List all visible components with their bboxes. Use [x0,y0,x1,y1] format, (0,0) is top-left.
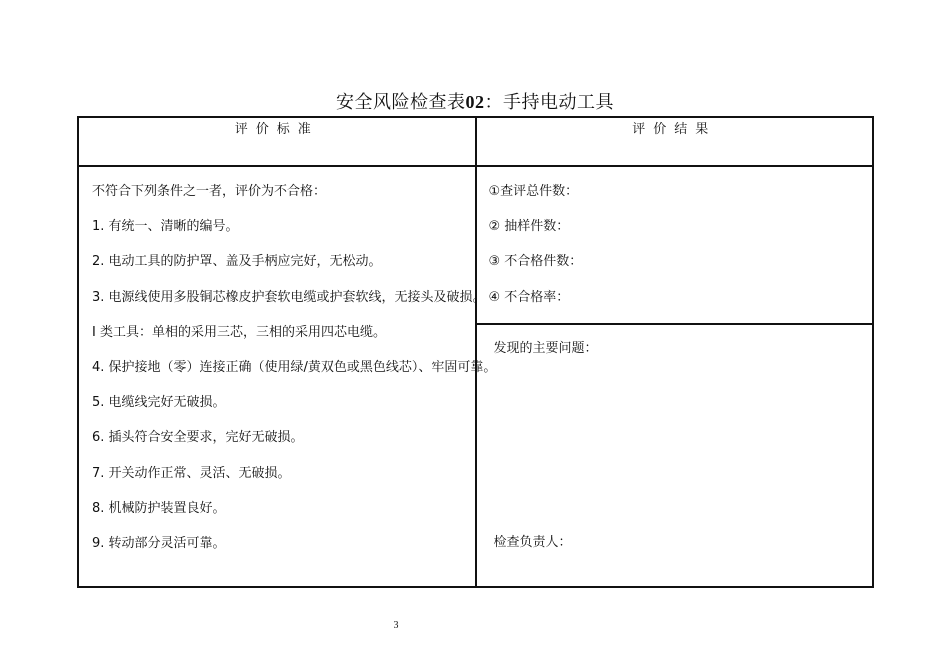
criteria-item: 7. 开关动作正常、灵活、无破损。 [92,465,291,481]
sample-count-field: ② 抽样件数： [488,219,570,235]
total-count-field: ①查评总件数： [488,184,579,199]
criteria-item: 6. 插头符合安全要求，完好无破损。 [92,430,304,446]
criteria-item: I 类工具：单相的采用三芯，三相的采用四芯电缆。 [92,324,386,340]
issues-cell [476,324,874,587]
criteria-item: 4. 保护接地（零）连接正确（使用绿/黄双色或黑色线芯）、牢固可靠。 [92,359,497,375]
result-counts-cell [476,166,874,324]
criteria-intro: 不符合下列条件之一者，评价为不合格： [92,184,327,199]
criteria-cell [78,166,497,587]
page-title [0,88,950,114]
checklist-table [77,116,874,588]
failure-rate-field: ④ 不合格率： [488,289,570,305]
title-prefix: 安全风险检查表 [336,92,466,113]
criteria-item: 5. 电缆线完好无破损。 [92,395,226,411]
title-number: 02 [465,92,485,112]
title-suffix: ：手持电动工具 [484,92,614,113]
failed-count-field: ③ 不合格件数： [488,254,583,270]
criteria-item: 3. 电源线使用多股铜芯橡皮护套软电缆或护套软线，无接头及破损。 [92,289,486,305]
criteria-item: 1. 有统一、清晰的编号。 [92,219,239,235]
responsible-label: 检查负责人： [493,534,572,550]
criteria-item: 8. 机械防护装置良好。 [92,500,226,516]
criteria-item: 9. 转动部分灵活可靠。 [92,535,226,551]
page-number: 3 [393,620,399,631]
criteria-header: 评价标准 [78,117,476,166]
issues-label: 发现的主要问题： [493,340,598,356]
result-header: 评价结果 [476,117,874,166]
criteria-item: 2. 电动工具的防护罩、盖及手柄应完好，无松动。 [92,254,382,270]
